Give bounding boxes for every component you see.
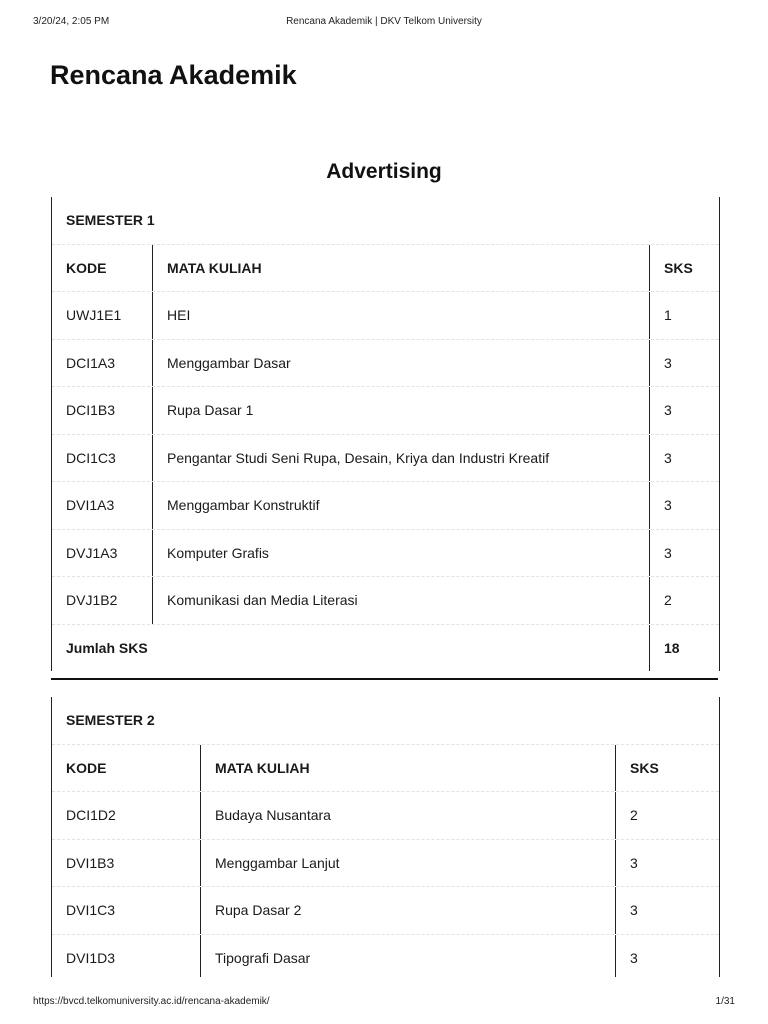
cell-kode: DVJ1B2 [66, 592, 118, 609]
cell-kode: DCI1D2 [66, 807, 116, 824]
semester-2-table [51, 697, 720, 977]
cell-mata-kuliah: Komunikasi dan Media Literasi [152, 577, 649, 624]
header-mata-kuliah: MATA KULIAH [200, 745, 615, 792]
cell-mata-kuliah: Rupa Dasar 2 [200, 887, 615, 934]
cell-sks: 3 [649, 340, 719, 387]
semester-1-table [51, 197, 720, 671]
table-row [52, 435, 719, 483]
cell-kode: DCI1B3 [66, 402, 116, 419]
table-row [52, 577, 719, 625]
cell-sks: 3 [615, 840, 719, 887]
cell-sks: 2 [615, 792, 719, 839]
table-header-row [52, 245, 719, 293]
cell-mata-kuliah: Rupa Dasar 1 [152, 387, 649, 434]
cell-mata-kuliah: HEI [152, 292, 649, 339]
header-kode: KODE [66, 759, 107, 776]
print-datetime: 3/20/24, 2:05 PM [33, 16, 110, 27]
cell-mata-kuliah: Komputer Grafis [152, 530, 649, 577]
section-title: Advertising [326, 160, 442, 183]
header-mata-kuliah: MATA KULIAH [152, 245, 649, 292]
table-row [52, 387, 719, 435]
table-row [52, 340, 719, 388]
cell-sks: 3 [615, 935, 719, 978]
cell-sks: 3 [649, 482, 719, 529]
cell-mata-kuliah: Menggambar Lanjut [200, 840, 615, 887]
semester-title-row [52, 697, 719, 745]
page-title: Rencana Akademik [50, 60, 297, 90]
table-header-row [52, 745, 719, 793]
cell-sks: 1 [649, 292, 719, 339]
cell-mata-kuliah: Menggambar Konstruktif [152, 482, 649, 529]
cell-kode: DVJ1A3 [66, 544, 118, 561]
cell-sks: 2 [649, 577, 719, 624]
print-doc-title: Rencana Akademik | DKV Telkom University [286, 16, 482, 27]
table-row [52, 840, 719, 888]
table-row [52, 792, 719, 840]
cell-mata-kuliah: Tipografi Dasar [200, 935, 615, 978]
table-row [52, 887, 719, 935]
header-sks: SKS [649, 245, 719, 292]
total-value: 18 [649, 625, 719, 672]
cell-mata-kuliah: Budaya Nusantara [200, 792, 615, 839]
semester-title: SEMESTER 2 [66, 712, 155, 729]
table-row [52, 530, 719, 578]
cell-sks: 3 [649, 530, 719, 577]
cell-mata-kuliah: Pengantar Studi Seni Rupa, Desain, Kriya dan Industri Kreatif [152, 435, 649, 482]
semester-title-row [52, 197, 719, 245]
cell-kode: DVI1C3 [66, 902, 116, 919]
section-divider [51, 678, 718, 680]
total-row [52, 625, 719, 672]
table-row [52, 935, 719, 978]
table-row [52, 292, 719, 340]
cell-kode: DVI1B3 [66, 854, 115, 871]
header-sks: SKS [615, 745, 719, 792]
table-row [52, 482, 719, 530]
cell-kode: UWJ1E1 [66, 307, 122, 324]
print-header [33, 16, 735, 30]
cell-sks: 3 [649, 387, 719, 434]
semester-title: SEMESTER 1 [66, 212, 155, 229]
cell-kode: DCI1C3 [66, 449, 116, 466]
cell-kode: DVI1A3 [66, 497, 115, 514]
page-number: 1/31 [715, 996, 735, 1007]
header-kode: KODE [66, 259, 107, 276]
cell-kode: DCI1A3 [66, 354, 116, 371]
print-url: https://bvcd.telkomuniversity.ac.id/rencana-akademik/ [33, 996, 270, 1007]
total-label: Jumlah SKS [66, 639, 148, 656]
cell-mata-kuliah: Menggambar Dasar [152, 340, 649, 387]
cell-kode: DVI1D3 [66, 949, 116, 966]
cell-sks: 3 [649, 435, 719, 482]
cell-sks: 3 [615, 887, 719, 934]
